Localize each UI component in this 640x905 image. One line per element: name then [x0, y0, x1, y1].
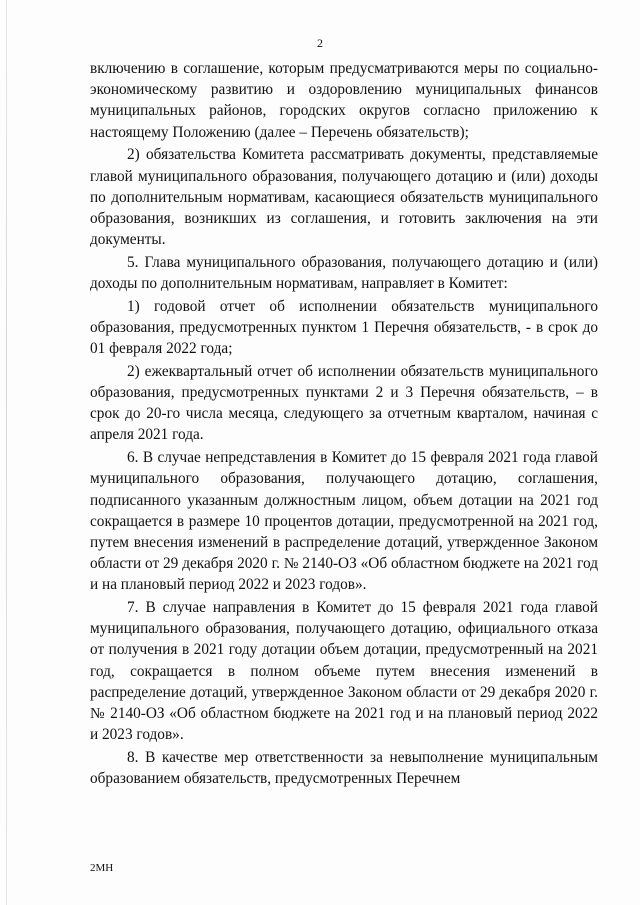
paragraph-clause-5-item-2: 2) ежеквартальный отчет об исполнении обязательств муниципального образования, предусмотренных пунктами 2 и 3 Перечня обязательств, – в срок до 20-го числа месяца, следующего за отчетным кварталом, начиная с апреля 2021 года.: [90, 362, 598, 444]
paragraph-clause-8: 8. В качестве мер ответственности за невыполнение муниципальным образованием обязательств, предусмотренных Перечнем: [90, 749, 598, 788]
scan-edge: [6, 0, 7, 905]
paragraph-clause-7: 7. В случае направления в Комитет до 15 февраля 2021 года главой муниципального образования, получающего дотацию, официального отказа от получения в 2021 году дотации объем дотации, предусмотренный на 2021 год, сокращается в полном объеме путем внесения изменений в распределение дотаций, утвержденное Законом области от 29 декабря 2020 г. № 2140-ОЗ «Об областном бюджете на 2021 год и на плановый период 2022 и 2023 годов».: [90, 599, 598, 744]
paragraph-continuation: включению в соглашение, которым предусматриваются меры по социально-экономическому развитию и оздоровлению муниципальных финансов муниципальных районов, городских округов согласно приложению к настоящему Положению (далее – Перечень обязательств);: [90, 60, 598, 141]
paragraph-clause-6: 6. В случае непредставления в Комитет до 15 февраля 2021 года главой муниципального образования, получающего дотацию, соглашения, подписанного указанным должностным лицом, объем дотации на 2021 год сокращается в размере 10 процентов дотации, предусмотренной на 2021 год, путем внесения изменений в распределение дотаций, утвержденное Законом области от 29 декабря 2020 г. № 2140-ОЗ «Об областном бюджете на 2021 год и на плановый период 2022 и 2023 годов».: [90, 449, 598, 594]
paragraph-clause-5: 5. Глава муниципального образования, получающего дотацию и (или) доходы по дополнительным нормативам, направляет в Комитет:: [90, 253, 598, 293]
page-number: 2: [317, 36, 323, 50]
document-body: [90, 58, 598, 791]
paragraph-item-2: 2) обязательства Комитета рассматривать документы, представляемые главой муниципального образования, получающего дотацию и (или) доходы по дополнительным нормативам, касающиеся обязательств муниципального образования, возникших из соглашения, и готовить заключения на эти документы.: [90, 146, 598, 249]
paragraph-clause-5-item-1: 1) годовой отчет об исполнении обязательств муниципального образования, предусмотренных пунктом 1 Перечня обязательств, - в срок до 01 февраля 2022 года;: [90, 297, 598, 358]
footer-code: 2МН: [90, 862, 114, 874]
